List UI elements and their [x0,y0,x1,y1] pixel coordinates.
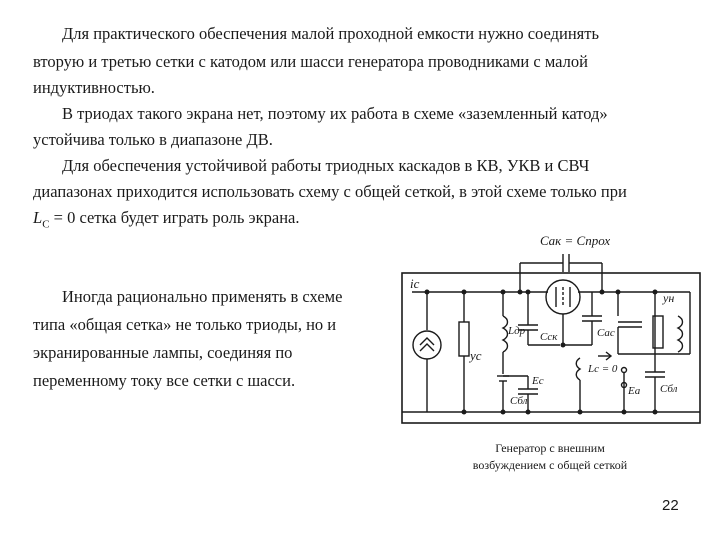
page-number: 22 [662,497,679,514]
formula-symbol: L [33,208,43,227]
left-paragraph-line-3: экранированные лампы, соединяя по [33,343,293,362]
label-e-a: Eа [628,385,641,397]
paragraph-line-2: вторую и третью сетки с катодом или шасси генератора проводниками с малой [33,52,588,71]
formula-text: = 0 сетка будет играть роль экрана. [49,208,300,227]
paragraph-line-7: диапазонах приходится использовать схему с общей сеткой, в этой схеме только при [33,182,627,201]
output-coil [678,316,683,352]
caption-line-1: Генератор с внешним [495,441,605,455]
paragraph-line-6: Для обеспечения устойчивой работы триодных каскадов в КВ, УКВ и СВЧ [62,156,590,175]
formula-subscript: C [42,218,50,231]
paragraph-line-3: индуктивностью. [33,78,155,97]
label-c-sk: Cск [540,331,558,343]
label-c-as: Cас [597,327,615,339]
label-l-c: Lс = 0 [588,363,618,375]
paragraph-line-1: Для практического обеспечения малой проходной емкости нужно соединять [62,24,599,43]
label-l-dr: Lдр [508,325,526,337]
current-source [413,331,441,359]
resistor-yc [459,322,469,356]
figure-caption [450,440,650,474]
label-i-c: iс [410,276,420,291]
paragraph-line-4: В триодах такого экрана нет, поэтому их работа в схеме «заземленный катод» [62,104,608,123]
choke-ldr [503,316,508,352]
left-paragraph-line-1: Иногда рационально применять в схеме [62,287,343,306]
label-c-bl2: Cбл [660,383,678,395]
inductor-lc [576,358,580,380]
caption-line-2: возбуждением с общей сеткой [472,458,628,472]
label-c-bl1: Cбл [510,395,528,407]
paragraph-line-5: устойчива только в диапазоне ДВ. [33,130,273,149]
label-e-c: Eс [532,375,544,387]
left-paragraph-line-4: переменному току все сетки с шасси. [33,371,296,390]
label-y-c: yс [470,348,482,363]
label-c-ak: Cак = Cпрох [540,233,611,248]
label-y-n: yн [663,291,675,305]
left-paragraph-line-2: типа «общая сетка» не только триоды, но и [33,315,337,334]
